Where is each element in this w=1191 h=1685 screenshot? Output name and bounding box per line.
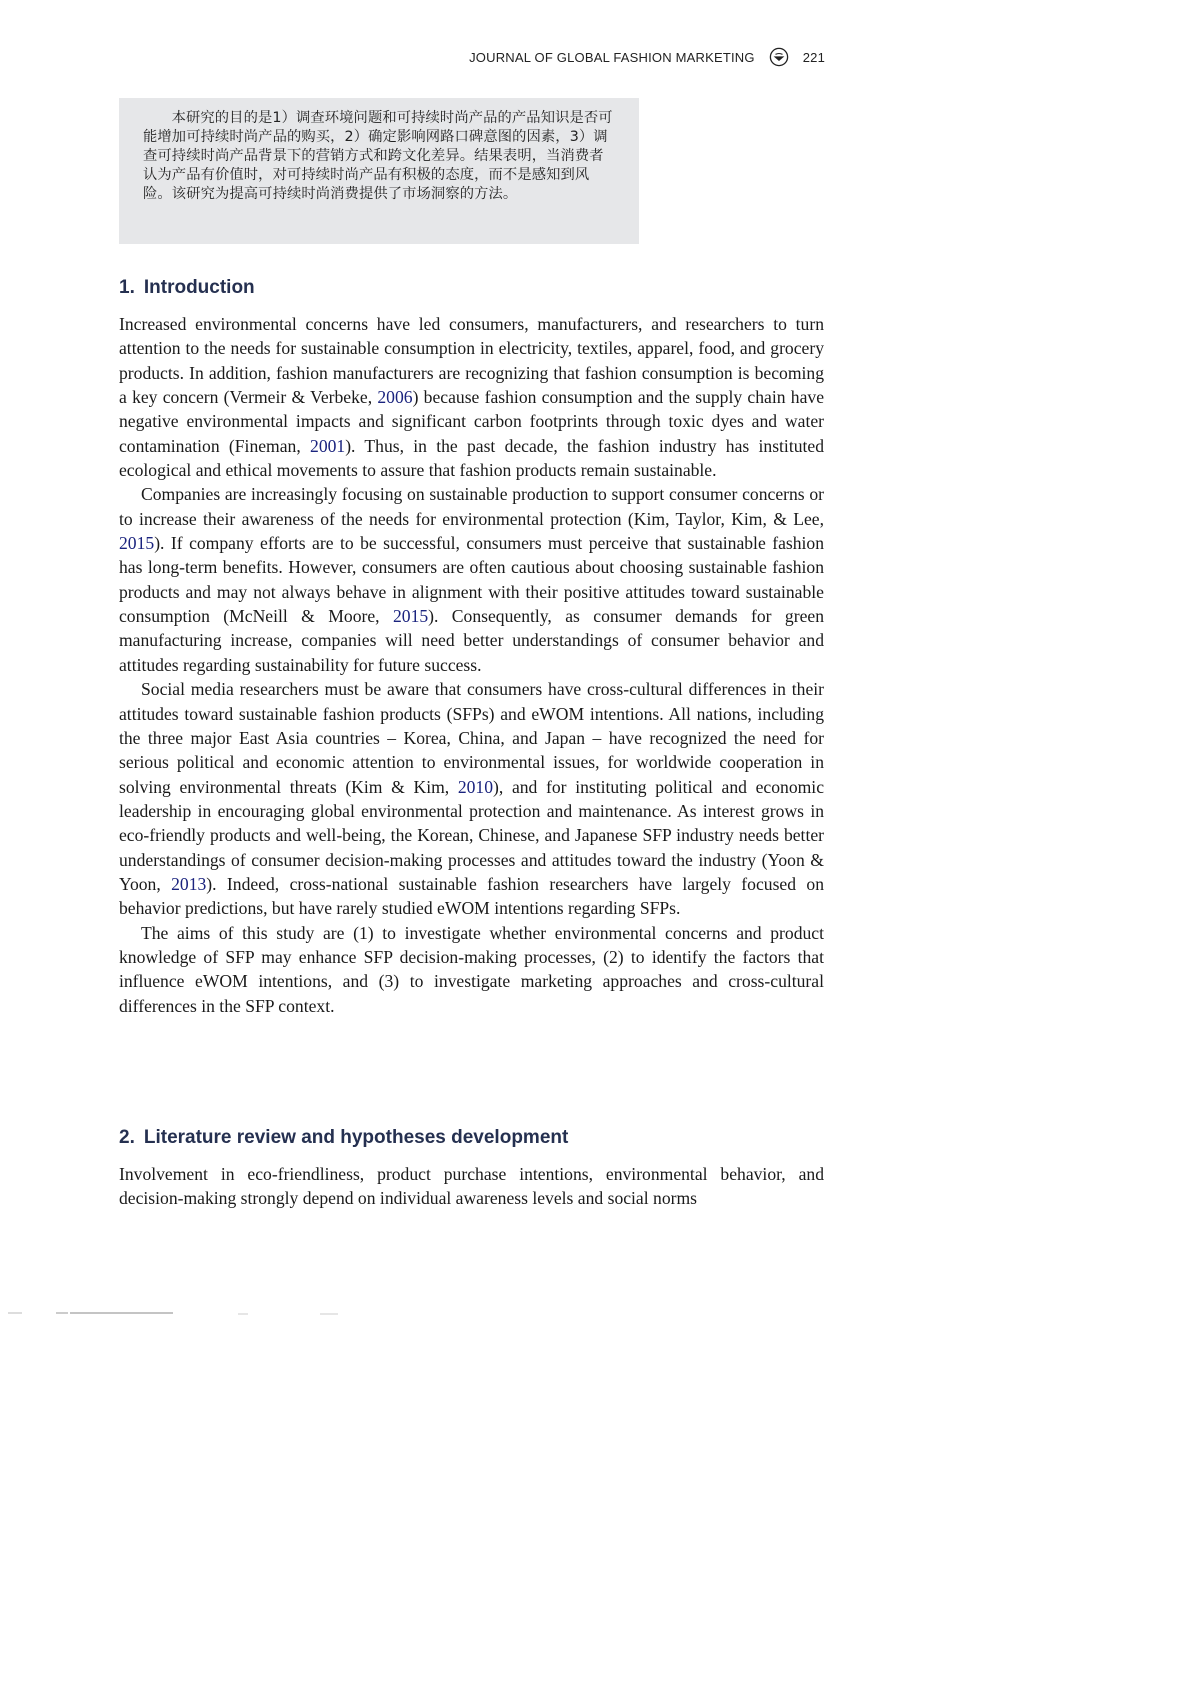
running-header xyxy=(120,47,825,67)
page-number: 221 xyxy=(802,49,825,65)
paragraph-text: Social media researchers must be aware that consumers have cross-cultural differences in their attitudes toward sustainable fashion products (SFPs) and eWOM intentions. All nations, including the three major East Asia countries – Korea, China, and Japan – have recognized the need for serious political and economic attention to environmental issues, for worldwide cooperation in solving environmental threats (Kim & Kim, xyxy=(119,679,824,797)
paragraph xyxy=(119,482,824,677)
paragraph-text: ). Thus, in the past decade, the fashion industry has instituted ecological and ethical movements to assure that fashion products remain sustainable. xyxy=(119,435,825,481)
introduction-body xyxy=(119,312,824,1018)
paragraph-text: ) because fashion consumption and the supply chain have negative environmental impacts and significant carbon footprints through toxic dyes and water contamination (Fineman, xyxy=(119,387,824,456)
chinese-abstract-box xyxy=(119,98,639,244)
section-number: 1. xyxy=(119,277,135,298)
paragraph-text: ), and for instituting political and economic leadership in encouraging global environmental protection and maintenance. As interest grows in eco-friendly products and well-being, the Korean, Chinese, and Japanese SFP industry needs better understandings of consumer decision-making processes and attitudes toward the industry (Yoon & Yoon, xyxy=(119,776,824,894)
paragraph-text: ). If company efforts are to be successful, consumers must perceive that sustainable fashion has long-term benefits. However, consumers are often cautious about choosing sustainable fashion products and may not always behave in alignment with their positive attitudes toward sustainable consumption (McNeill & Moore, xyxy=(119,533,824,627)
paragraph xyxy=(119,312,824,482)
paragraph-text: Increased environmental concerns have led consumers, manufacturers, and researchers to turn attention to the needs for sustainable consumption in electricity, textiles, apparel, food, and grocery products. In addition, fashion manufacturers are recognizing that fashion consumption is becoming a key concern (Vermeir & Verbeke, xyxy=(119,314,824,408)
citation-link[interactable]: 2010 xyxy=(457,776,494,797)
section-number: 2. xyxy=(119,1127,135,1148)
paragraph-text: ). Indeed, cross-national sustainable fashion researchers have largely focused on behavior predictions, but have rarely studied eWOM intentions regarding SFPs. xyxy=(119,873,824,919)
scan-artifact-lines xyxy=(8,1312,358,1316)
paragraph-text: Companies are increasingly focusing on sustainable production to support consumer concerns or to increase their awareness of the needs for environmental protection (Kim, Taylor, Kim, & Lee, xyxy=(119,484,824,529)
paragraph xyxy=(119,677,824,920)
paragraph: Involvement in eco-friendliness, product purchase intentions, environmental behavior, and decision-making strongly depend on individual awareness levels and social norms xyxy=(119,1164,824,1209)
journal-name: JOURNAL OF GLOBAL FASHION MARKETING xyxy=(469,49,755,65)
chinese-abstract-text: 本研究的目的是1）调查环境问题和可持续时尚产品的产品知识是否可能增加可持续时尚产品的购买，2）确定影响网路口碑意图的因素，3）调查可持续时尚产品背景下的营销方式和跨文化差异。结果表明，当消费者认为产品有价值时，对可持续时尚产品有积极的态度，而不是感知到风险。该研究为提高可持续时尚消费提供了市场洞察的方法。 xyxy=(143,110,613,202)
citation-link[interactable]: 2001 xyxy=(310,435,346,456)
section-heading-literature-review xyxy=(119,1127,568,1149)
literature-review-body xyxy=(119,1162,824,1211)
paragraph: The aims of this study are (1) to investigate whether environmental concerns and product knowledge of SFP may enhance SFP decision-making processes, (2) to identify the factors that influence eWOM intentions, and (3) to investigate marketing approaches and cross-cultural differences in the SFP context. xyxy=(119,922,824,1016)
citation-link[interactable]: 2013 xyxy=(171,873,207,894)
citation-link[interactable]: 2015 xyxy=(119,533,155,554)
section-title: Introduction xyxy=(143,277,255,298)
citation-link[interactable]: 2006 xyxy=(377,387,413,408)
citation-link[interactable]: 2015 xyxy=(392,606,429,627)
paragraph-text: ). Consequently, as consumer demands for green manufacturing increase, companies will need better understandings of consumer behavior and attitudes regarding sustainability for future success. xyxy=(119,606,824,675)
section-title: Literature review and hypotheses development xyxy=(143,1127,569,1148)
section-heading-introduction xyxy=(119,277,255,299)
journal-logo-icon xyxy=(769,47,789,67)
